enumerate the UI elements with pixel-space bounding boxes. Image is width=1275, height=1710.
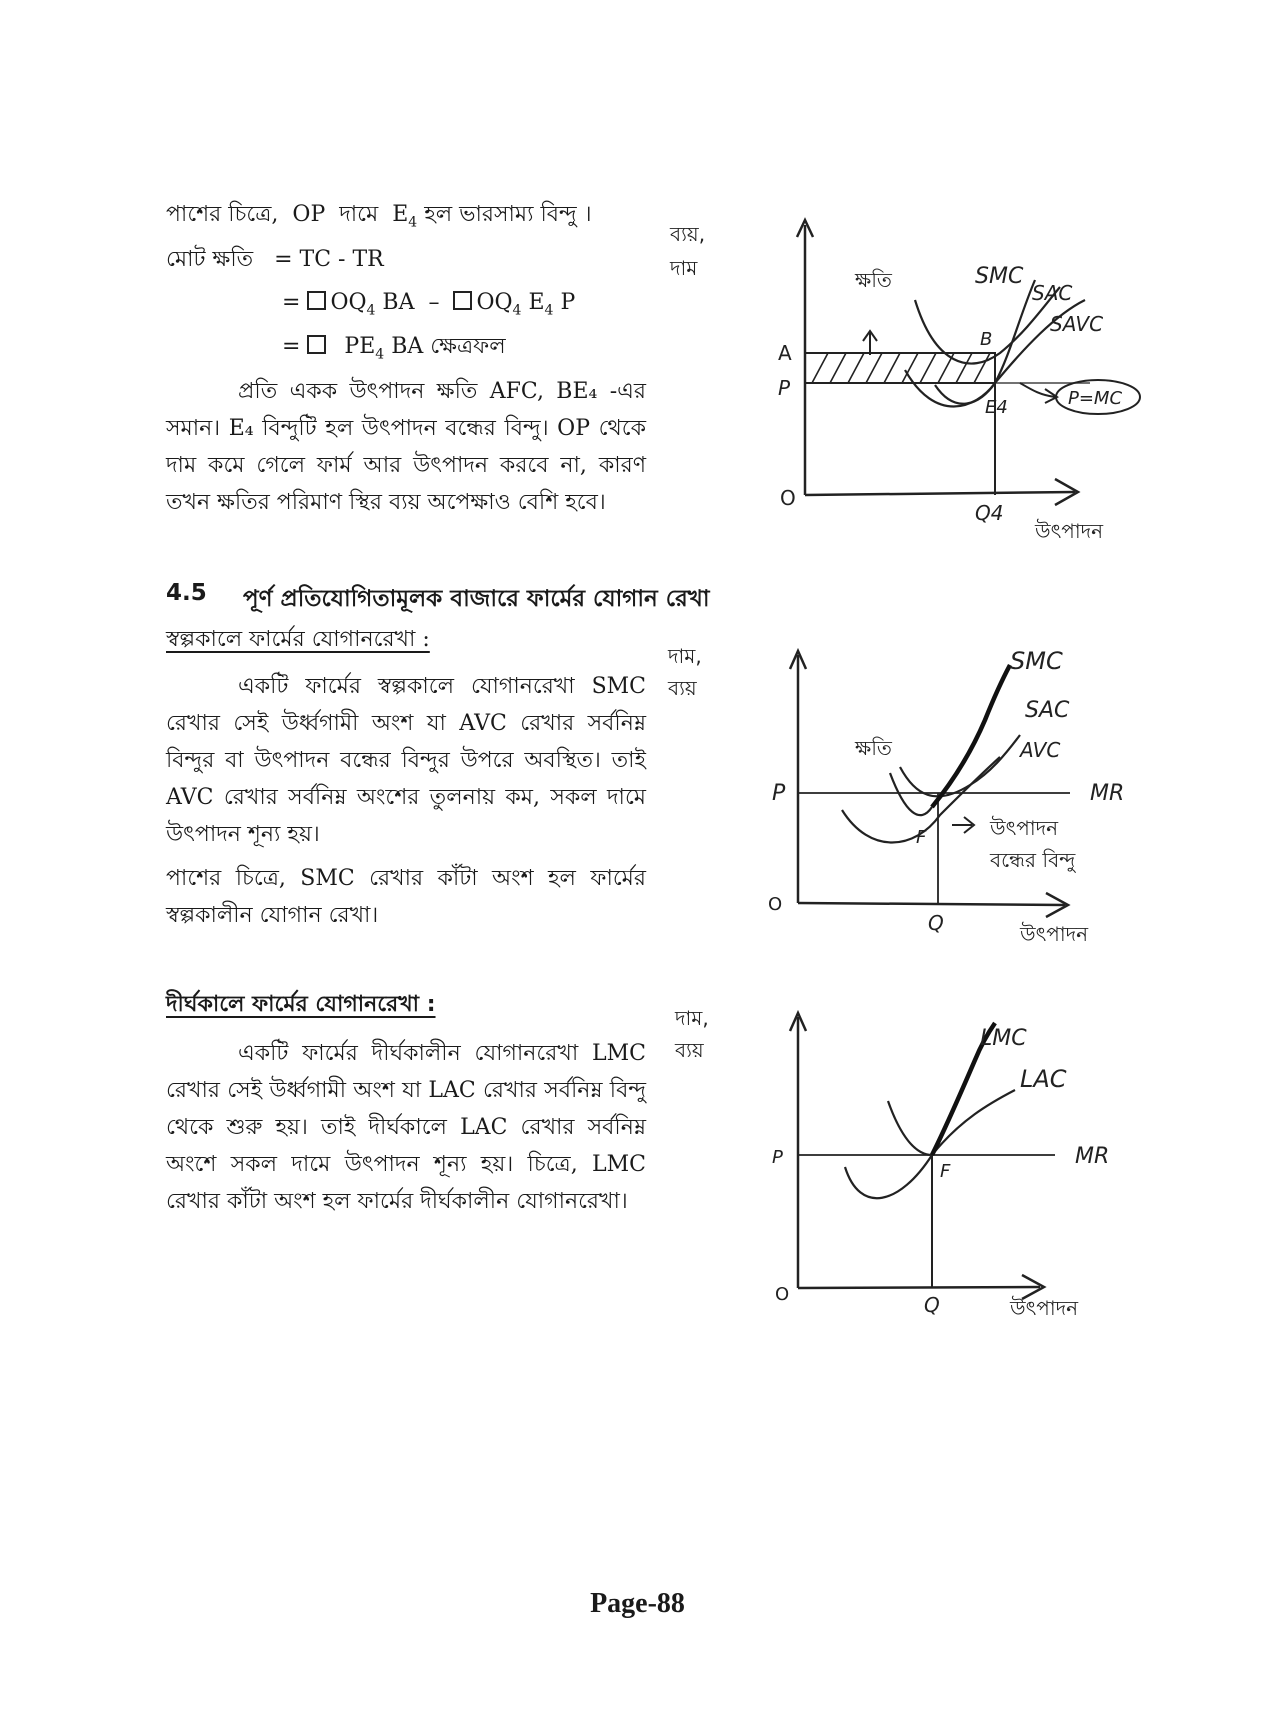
- smc-label: SMC: [975, 264, 1024, 289]
- lmc-label: LMC: [980, 1026, 1027, 1051]
- short-run-paragraph: একটি ফার্মের স্বল্পকালে যোগানরেখা SMC রেখার সেই উর্ধ্বগামী অংশ যা AVC রেখার সর্বনিম্ন বিন্দুর বা উৎপাদন বন্ধের বিন্দুর উপরে অবস্থিত। তাই AVC রেখার সর্বনিম্ন অংশের তুলনায় কম, সকল দামে উৎপাদন শূন্য হয়।: [166, 674, 646, 847]
- point-e4-label: E4: [985, 397, 1008, 418]
- x-axis-label: উৎপাদন: [1020, 922, 1089, 946]
- diagram-shutdown-loss: [670, 205, 1140, 550]
- e4-arrow-icon: [1020, 383, 1057, 403]
- x-axis: [805, 492, 1075, 495]
- y-axis-label-2: দাম: [670, 256, 698, 280]
- point-p-label: P: [778, 376, 791, 400]
- point-f-label: F: [916, 827, 927, 848]
- loss-hatching: [812, 353, 990, 383]
- short-run-subheading: স্বল্পকালে ফার্মের যোগানরেখা :: [166, 627, 430, 652]
- origin-label: O: [768, 894, 783, 915]
- square-symbol: [307, 335, 326, 354]
- long-run-subheading: দীর্ঘকালে ফার্মের যোগানরেখা :: [166, 992, 436, 1017]
- mr-label: MR: [1090, 781, 1125, 806]
- y-axis-label-1: দাম,: [675, 1006, 709, 1030]
- origin-label: O: [780, 486, 796, 510]
- page-number: Page-88: [590, 1588, 685, 1619]
- diagram-short-run-supply: [668, 644, 1140, 955]
- square-symbol: [307, 291, 326, 310]
- avc-label: AVC: [1020, 738, 1061, 762]
- long-run-paragraph: একটি ফার্মের দীর্ঘকালীন যোগানরেখা LMC রেখার সেই উর্ধ্বগামী অংশ যা LAC রেখার সর্বনিম্ন বিন্দু থেকে শুরু হয়। তাই দীর্ঘকালে LAC রেখার সর্বনিম্ন অংশে সকল দামে উৎপাদন শূন্য হয়। চিত্রে, LMC রেখার কাঁটা অংশ হল ফার্মের দীর্ঘকালীন যোগানরেখা।: [166, 1041, 646, 1214]
- section1-line4: = $PE_4$ BA ক্ষেত্রফল: [282, 334, 506, 363]
- x-axis-label: উৎপাদন: [1035, 519, 1104, 543]
- loss-label: ক্ষতি: [855, 736, 892, 760]
- diagram-long-run-supply: [675, 1005, 1140, 1335]
- point-p-label: P: [772, 1147, 783, 1168]
- x-axis: [798, 903, 1065, 905]
- y-axis-label-1: দাম,: [668, 644, 702, 668]
- sac-label: SAC: [1025, 698, 1070, 723]
- section-title: পূর্ণ প্রতিযোগিতামূলক বাজারে ফার্মের যোগান রেখা: [243, 586, 710, 612]
- q4-label: Q4: [975, 501, 1004, 525]
- mr-label: MR: [1075, 1144, 1110, 1169]
- lmc-curve-lower: [888, 1101, 932, 1155]
- sac-label: SAC: [1032, 281, 1073, 305]
- short-run-paragraph-2: পাশের চিত্রে, SMC রেখার কাঁটা অংশ হল ফার্মের স্বল্পকালীন যোগান রেখা।: [166, 866, 646, 928]
- y-axis-label-2: ব্যয়: [675, 1038, 704, 1062]
- loss-label: ক্ষতি: [855, 268, 892, 292]
- lac-label: LAC: [1020, 1065, 1067, 1093]
- section1-line3: = $OQ_4$ BA – $OQ_4$ $E_4$ P: [282, 290, 576, 319]
- point-b-label: B: [980, 329, 993, 350]
- y-axis-label-2: ব্যয়: [668, 676, 697, 700]
- pmc-label: P=MC: [1068, 388, 1123, 409]
- shutdown-label-1: উৎপাদন: [990, 816, 1059, 840]
- x-axis: [798, 1287, 1040, 1288]
- section1-paragraph: প্রতি একক উৎপাদন ক্ষতি AFC, BE₄ -এর সমান। E₄ বিন্দুটি হল উৎপাদন বন্ধের বিন্দু। OP থেকে দাম কমে গেলে ফার্ম আর উৎপাদন করবে না, কারণ তখন ক্ষতির পরিমাণ স্থির ব্যয় অপেক্ষাও বেশি হবে।: [166, 379, 646, 515]
- point-f-label: F: [940, 1161, 951, 1182]
- x-axis-label: উৎপাদন: [1010, 1296, 1079, 1320]
- smc-label: SMC: [1010, 647, 1063, 675]
- section1-line2: মোট ক্ষতি = TC - TR: [166, 247, 384, 272]
- y-axis-label-1: ব্যয়,: [670, 222, 706, 246]
- shutdown-arrow-icon: [952, 817, 974, 833]
- q-label: Q: [924, 1293, 940, 1317]
- lac-curve: [845, 1090, 1015, 1198]
- origin-label: O: [775, 1284, 790, 1305]
- loss-arrow-icon: [863, 331, 877, 355]
- section1-line1: পাশের চিত্রে, OP দামে $E_4$ হল ভারসাম্য বিন্দু ।: [166, 202, 592, 231]
- section-number: 4.5: [166, 580, 207, 606]
- shutdown-label-2: বন্ধের বিন্দু: [990, 848, 1076, 872]
- point-p-label: P: [772, 781, 786, 806]
- square-symbol: [453, 291, 472, 310]
- point-a-label: A: [778, 341, 792, 365]
- q-label: Q: [928, 911, 944, 935]
- loss-area: [805, 353, 995, 383]
- savc-label: SAVC: [1050, 312, 1104, 336]
